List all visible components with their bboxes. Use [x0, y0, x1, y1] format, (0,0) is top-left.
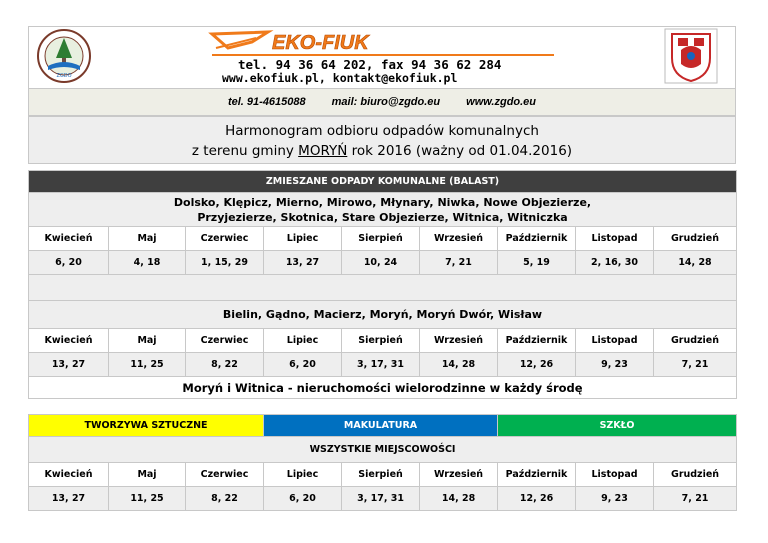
date-cell: 11, 25 — [109, 353, 186, 377]
month-cell: Sierpień — [342, 329, 420, 353]
month-cell: Lipiec — [264, 463, 342, 487]
date-cell: 4, 18 — [109, 251, 186, 275]
group1-dates-row — [29, 251, 737, 275]
ekofiuk-logo — [208, 28, 558, 86]
paper-header: MAKULATURA — [264, 415, 498, 437]
month-cell: Maj — [109, 329, 186, 353]
month-cell: Październik — [498, 227, 576, 251]
coat-of-arms-icon — [664, 28, 718, 84]
title-line-2 — [29, 141, 735, 161]
month-cell: Kwiecień — [29, 227, 109, 251]
month-cell: Lipiec — [264, 329, 342, 353]
date-cell: 7, 21 — [654, 353, 737, 377]
month-cell: Maj — [109, 227, 186, 251]
month-cell: Listopad — [576, 329, 654, 353]
group1-month-row — [29, 227, 737, 251]
date-cell: 8, 22 — [186, 487, 264, 511]
mixed-waste-table — [28, 170, 737, 399]
month-cell: Sierpień — [342, 227, 420, 251]
month-cell: Grudzień — [654, 329, 737, 353]
group1-locations-line1: Dolsko, Klępicz, Mierno, Mirowo, Młynary, Niwka, Nowe Objezierze, — [173, 195, 592, 209]
banner-phone: tel. 94 36 64 202, fax 94 36 62 284 — [238, 57, 502, 72]
date-cell: 5, 19 — [498, 251, 576, 275]
municipality-name: MORYŃ — [298, 143, 348, 159]
month-cell: Grudzień — [654, 227, 737, 251]
all-locations-label: WSZYSTKIE MIEJSCOWOŚCI — [29, 437, 737, 463]
month-cell: Październik — [498, 329, 576, 353]
date-cell: 3, 17, 31 — [342, 487, 420, 511]
recycling-dates-row — [29, 487, 737, 511]
contact-website: www.zgdo.eu — [466, 96, 537, 108]
contact-phone: tel. 91-4615088 — [227, 96, 306, 108]
month-cell: Grudzień — [654, 463, 737, 487]
date-cell: 6, 20 — [264, 353, 342, 377]
title-line-2-suffix: rok 2016 (ważny od 01.04.2016) — [347, 143, 573, 159]
date-cell: 9, 23 — [576, 353, 654, 377]
month-cell: Wrzesień — [420, 227, 498, 251]
month-cell: Listopad — [576, 463, 654, 487]
date-cell: 11, 25 — [109, 487, 186, 511]
month-cell: Kwiecień — [29, 463, 109, 487]
date-cell: 8, 22 — [186, 353, 264, 377]
svg-text:ZGDO: ZGDO — [56, 73, 72, 79]
group2-locations: Bielin, Gądno, Macierz, Moryń, Moryń Dwór, Wisław — [29, 301, 737, 329]
date-cell: 9, 23 — [576, 487, 654, 511]
recycling-table — [28, 414, 737, 511]
month-cell: Listopad — [576, 227, 654, 251]
title-line-2-prefix: z terenu gminy — [191, 143, 299, 159]
date-cell: 7, 21 — [654, 487, 737, 511]
date-cell: 6, 20 — [29, 251, 109, 275]
date-cell: 3, 17, 31 — [342, 353, 420, 377]
date-cell: 14, 28 — [420, 487, 498, 511]
date-cell: 2, 16, 30 — [576, 251, 654, 275]
month-cell: Kwiecień — [29, 329, 109, 353]
month-cell: Maj — [109, 463, 186, 487]
month-cell: Czerwiec — [186, 329, 264, 353]
group2-month-row — [29, 329, 737, 353]
month-cell: Wrzesień — [420, 329, 498, 353]
date-cell: 13, 27 — [264, 251, 342, 275]
banner-web: www.ekofiuk.pl, kontakt@ekofiuk.pl — [222, 71, 458, 85]
date-cell: 12, 26 — [498, 487, 576, 511]
recycling-month-row — [29, 463, 737, 487]
month-cell: Sierpień — [342, 463, 420, 487]
month-cell: Czerwiec — [186, 463, 264, 487]
title-line-1: Harmonogram odbioru odpadów komunalnych — [225, 123, 539, 139]
date-cell: 10, 24 — [342, 251, 420, 275]
group1-locations — [29, 193, 737, 227]
mixed-waste-header: ZMIESZANE ODPADY KOMUNALNE (BALAST) — [29, 171, 737, 193]
spacer-row — [29, 275, 737, 301]
date-cell: 7, 21 — [420, 251, 498, 275]
zgdo-logo — [34, 28, 94, 84]
date-cell: 13, 27 — [29, 487, 109, 511]
date-cell: 1, 15, 29 — [186, 251, 264, 275]
month-cell: Październik — [498, 463, 576, 487]
contact-bar — [28, 88, 736, 116]
page-title — [28, 116, 736, 164]
group1-locations-line2: Przyjezierze, Skotnica, Stare Objezierze, Witnica, Witniczka — [197, 210, 568, 224]
month-cell: Lipiec — [264, 227, 342, 251]
month-cell: Czerwiec — [186, 227, 264, 251]
date-cell: 6, 20 — [264, 487, 342, 511]
glass-header: SZKŁO — [498, 415, 737, 437]
date-cell: 14, 28 — [654, 251, 737, 275]
brand-name: EKO-FIUK — [272, 32, 369, 54]
month-cell: Wrzesień — [420, 463, 498, 487]
date-cell: 14, 28 — [420, 353, 498, 377]
date-cell: 12, 26 — [498, 353, 576, 377]
date-cell: 13, 27 — [29, 353, 109, 377]
plastics-header: TWORZYWA SZTUCZNE — [29, 415, 264, 437]
contact-email: mail: biuro@zgdo.eu — [331, 96, 441, 108]
multifamily-note: Moryń i Witnica - nieruchomości wielorodzinne w każdy środę — [29, 377, 737, 399]
group2-dates-row — [29, 353, 737, 377]
